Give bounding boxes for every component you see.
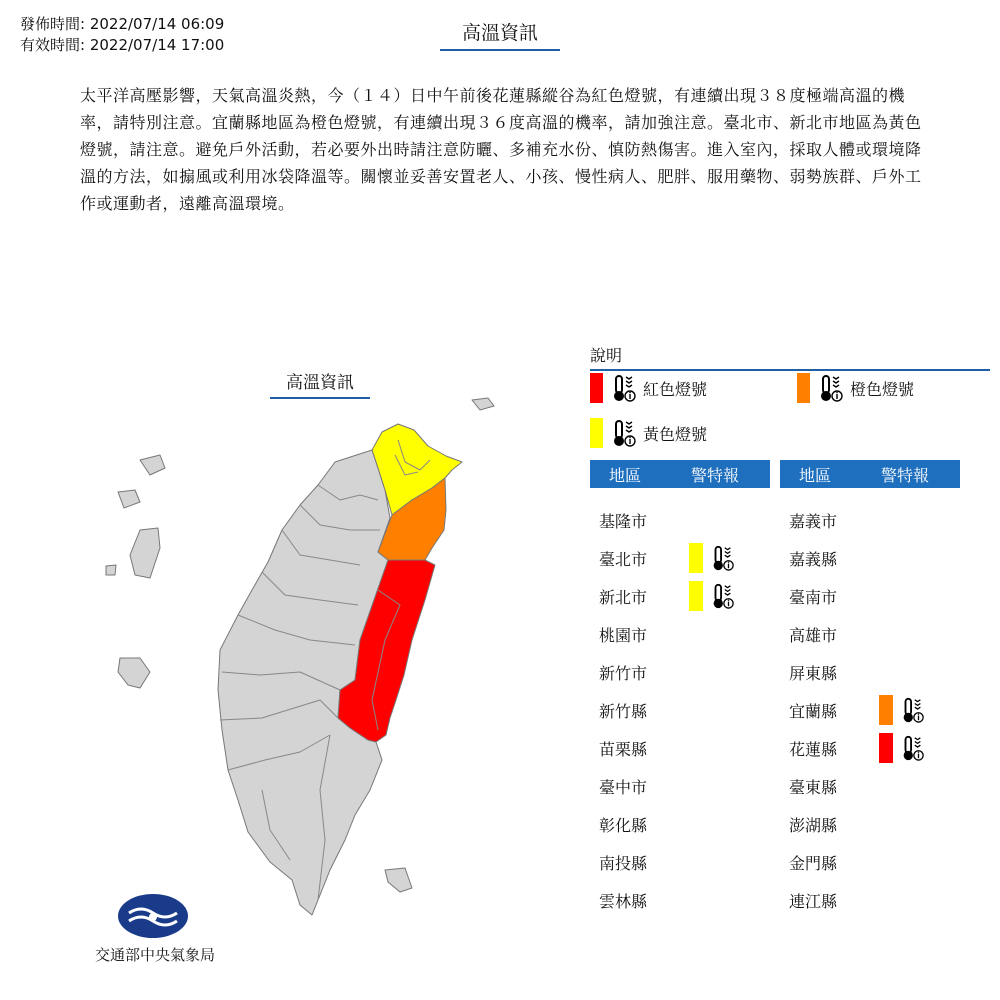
table-row (789, 694, 931, 726)
thermometer-heat-icon (899, 695, 925, 725)
region-name: 新竹市 (599, 663, 648, 683)
table-header-right (780, 460, 960, 488)
thermometer-heat-icon (709, 543, 735, 573)
region-name: 宜蘭縣 (789, 701, 838, 721)
warning-indicator (689, 543, 741, 573)
legend-label-orange: 橙色燈號 (850, 379, 915, 399)
region-name: 金門縣 (789, 853, 838, 873)
island-green (385, 868, 412, 892)
table-row (599, 732, 689, 764)
timestamps (20, 14, 224, 56)
region-name: 連江縣 (789, 891, 838, 911)
table-header-left (590, 460, 770, 488)
warning-swatch-yellow (689, 543, 703, 573)
region-name: 南投縣 (599, 853, 648, 873)
table-row (599, 656, 689, 688)
legend-item-orange (797, 373, 914, 403)
legend-title: 說明 (590, 343, 990, 371)
thermometer-heat-icon (609, 418, 637, 448)
region-name: 彰化縣 (599, 815, 648, 835)
table-row (599, 542, 741, 574)
issued-time: 發佈時間: 2022/07/14 06:09 (20, 15, 225, 33)
warning-indicator (879, 695, 931, 725)
warning-swatch-yellow (689, 581, 703, 611)
description: 太平洋高壓影響，天氣高溫炎熱，今（１４）日中午前後花蓮縣縱谷為紅色燈號，有連續出現３８度極端高溫的機率，請特別注意。宜蘭縣地區為橙色燈號，有連續出現３６度高溫的機率，請加強注意。臺北市、新北市地區為黃色燈號，請注意。避免戶外活動，若必要外出時請注意防曬、多補充水份、慎防熱傷害。進入室內，採取人體或環境降溫的方法，如搧風或利用冰袋降溫等。關懷並妥善安置老人、小孩、慢性病人、肥胖、服用藥物、弱勢族群、戶外工作或運動者，遠離高溫環境。 (80, 86, 922, 213)
region-name: 臺南市 (789, 587, 838, 607)
region-name: 臺北市 (599, 549, 648, 569)
legend-swatch-orange (797, 373, 810, 403)
header-warning: 警特報 (880, 465, 929, 485)
island-orchid (472, 398, 494, 410)
region-name: 屏東縣 (789, 663, 838, 683)
warning-swatch-red (879, 733, 893, 763)
table-row (599, 884, 689, 916)
header-warning: 警特報 (690, 465, 739, 485)
warning-swatch-orange (879, 695, 893, 725)
table-row (789, 732, 931, 764)
thermometer-heat-icon (816, 373, 844, 403)
table-row (789, 846, 879, 878)
map-title: 高溫資訊 (270, 368, 370, 399)
table-row (789, 504, 879, 536)
table-row (599, 846, 689, 878)
table-row (789, 770, 879, 802)
table-row (599, 694, 689, 726)
region-name: 新北市 (599, 587, 648, 607)
thermometer-heat-icon (709, 581, 735, 611)
taiwan-map (0, 380, 560, 940)
legend-label-yellow: 黃色燈號 (643, 424, 708, 444)
region-name: 新竹縣 (599, 701, 648, 721)
warning-indicator (689, 581, 741, 611)
island-penghu (106, 455, 165, 688)
region-name: 桃園市 (599, 625, 648, 645)
table-row (789, 580, 879, 612)
cwb-logo-icon (117, 893, 189, 939)
region-name: 嘉義市 (789, 511, 838, 531)
legend-swatch-yellow (590, 418, 603, 448)
region-name: 高雄市 (789, 625, 838, 645)
legend-item-red (590, 373, 707, 403)
header-region: 地區 (608, 465, 641, 485)
legend-item-yellow (590, 418, 707, 448)
table-row (599, 770, 689, 802)
legend-swatch-red (590, 373, 603, 403)
table-row (599, 808, 689, 840)
region-name: 臺中市 (599, 777, 648, 797)
table-row (789, 618, 879, 650)
agency-name: 交通部中央氣象局 (94, 946, 215, 964)
table-row (599, 618, 689, 650)
table-row (599, 580, 741, 612)
page-title: 高溫資訊 (440, 18, 560, 51)
region-name: 基隆市 (599, 511, 648, 531)
table-row (599, 504, 689, 536)
valid-time: 有效時間: 2022/07/14 17:00 (20, 36, 225, 54)
region-name: 臺東縣 (789, 777, 838, 797)
thermometer-heat-icon (609, 373, 637, 403)
region-name: 澎湖縣 (789, 815, 838, 835)
table-row (789, 542, 879, 574)
region-name: 雲林縣 (599, 891, 648, 911)
region-name: 嘉義縣 (789, 549, 838, 569)
legend-label-red: 紅色燈號 (643, 379, 708, 399)
table-row (789, 884, 879, 916)
region-name: 花蓮縣 (789, 739, 838, 759)
table-row (789, 808, 879, 840)
region-name: 苗栗縣 (599, 739, 648, 759)
thermometer-heat-icon (899, 733, 925, 763)
header-region: 地區 (798, 465, 831, 485)
warning-indicator (879, 733, 931, 763)
table-row (789, 656, 879, 688)
